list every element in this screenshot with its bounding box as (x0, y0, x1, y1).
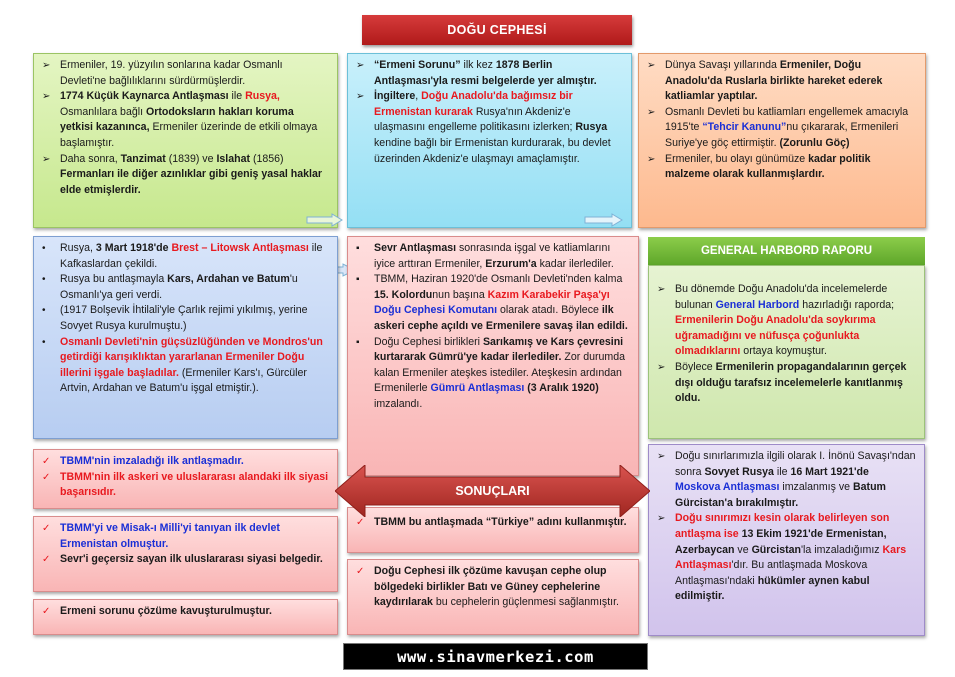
text-segment: olarak atadı. Böylece (497, 304, 602, 317)
text-segment: TBMM'nin imzaladığı ilk antlaşmadır. (60, 455, 244, 467)
bullet-icon: ➢ (42, 153, 51, 165)
list-item (40, 454, 329, 470)
bullet-icon: ➢ (647, 106, 656, 118)
text-segment: 'u Osmanlı'ya geri verdi. (60, 273, 298, 301)
text-segment: 'dır. Bu antlaşmada Moskova Antlaşması'ndaki (675, 559, 868, 587)
list-item (40, 470, 329, 501)
result-box (33, 516, 338, 592)
text-segment: Ermeni sorunu çözüme kavuşturulmuştur. (60, 605, 272, 617)
text-segment: ilk askeri cephe açıldı ve Ermenilere savaş ilan edildi. (374, 304, 628, 332)
text-segment: Doğu Cephesi Komutanı (374, 304, 498, 317)
list-item (354, 564, 630, 611)
text-segment: Ermenilerin propagandalarının gerçek dışı olduğu tarafsız incelemelerle kanıtlanmış oldu. (675, 360, 907, 405)
text-segment: ortaya koymuştur. (740, 345, 827, 358)
bullet-list (40, 58, 329, 198)
text-segment: Tanzimat (120, 152, 166, 165)
text-segment: Sarıkamış ve Kars çevresini kurtararak Gümrü'ye kadar ilerlediler. (374, 335, 624, 364)
list-item (655, 511, 916, 605)
text-segment: hükümler aynen kabul edilmiştir. (675, 574, 870, 603)
page-title: DOĞU CEPHESİ (362, 15, 632, 45)
text-segment: (1839) ve (165, 152, 217, 165)
tehcir-box (638, 53, 926, 228)
check-icon: ✓ (42, 606, 51, 617)
check-icon: ✓ (42, 554, 51, 566)
bullet-list (354, 564, 630, 611)
list-item (40, 303, 329, 334)
text-segment: ile (228, 90, 246, 103)
list-item (655, 360, 916, 407)
text-segment: 3 Mart 1918'de (95, 242, 169, 254)
list-item (40, 552, 329, 568)
result-box (33, 599, 338, 635)
text-segment: (1917 Bolşevik İhtilali'yle Çarlık rejimi yıkılmış, yerine Sovyet Rusya kurulmuştu.) (60, 304, 308, 332)
text-segment: imzalanmış ve (779, 481, 853, 494)
text-segment: Kars Antlaşması (675, 543, 907, 572)
bullet-icon: ➢ (657, 361, 666, 373)
text-segment: Islahat (216, 152, 251, 165)
text-segment: Doğu Cephesi ilk çözüme kavuşan cephe olup bölgedeki birlikler Batı ve Güney cephelerine kaydırılarak (374, 565, 607, 609)
text-segment: Ermeniler, bu olayı günümüze (665, 152, 809, 165)
bullet-icon: ➢ (657, 284, 666, 295)
bullet-list (655, 449, 916, 605)
text-segment: kadar politik malzeme olarak kullanmışlardır. (665, 152, 871, 181)
text-segment: Kars, Ardahan ve Batum (167, 273, 290, 286)
list-item (354, 89, 623, 167)
bullet-icon: ▪ (356, 336, 360, 348)
text-segment: Bu dönemde Doğu Anadolu'da incelemelerde bulunan (675, 283, 888, 311)
bullet-icon: ➢ (657, 513, 666, 525)
list-item (354, 58, 623, 89)
list-item (645, 152, 917, 183)
list-item (40, 89, 329, 151)
text-segment: Ermeniler, Doğu Anadolu'da Ruslarla birlikte hareket ederek katliamlar yaptılar. (665, 59, 883, 103)
text-segment: Rusya (575, 121, 608, 134)
text-segment: 1774 Küçük Kaynarca Antlaşması (60, 90, 229, 103)
text-segment: nu çıkararak, Ermenileri Suriye'ye göç ettirmiştir. (665, 121, 899, 149)
text-segment: hazırladığı raporda; (799, 298, 895, 311)
text-segment: (Zorunlu Göç) (779, 136, 850, 149)
sonuclari-label: SONUÇLARI (455, 484, 530, 498)
text-segment: Rusya, (245, 90, 280, 103)
text-segment: Zor durumda kalan Ermeniler ateşkes istediler. Ateşkesin ardından Ermenilerle (374, 351, 626, 395)
text-segment: Moskova Antlaşması (675, 481, 780, 494)
text-segment: Doğu sınırımızı kesin olarak belirleyen son antlaşma ise (675, 512, 890, 540)
bullet-list (354, 241, 630, 413)
brest-litowsk-box (33, 236, 338, 439)
ermeni-sorunu-box (347, 53, 632, 228)
text-segment: Ermenilerin Doğu Anadolu'da soykırıma uğramadığını ve nüfusça çoğunlukta olmadıklarını (675, 314, 876, 358)
text-segment: imzalandı. (374, 397, 423, 410)
bullet-icon: ▪ (356, 243, 360, 254)
text-segment: TBMM bu antlaşmada “Türkiye” adını kullanmıştır. (374, 516, 627, 528)
text-segment: Ermeniler üzerinde de etkili olmaya başlamıştır. (60, 121, 318, 149)
text-segment: ilk kez (460, 59, 496, 71)
list-item (354, 241, 630, 272)
text-segment: ile Kafkaslardan çekildi. (60, 242, 323, 270)
text-segment: TBMM'nin ilk askeri ve uluslararası alandaki ilk siyasi başarısıdır. (60, 470, 329, 499)
text-segment: Daha sonra, (60, 152, 121, 165)
text-segment: 1878 Berlin Antlaşması'yla resmi belgelerde yer almıştır. (374, 59, 597, 87)
bullet-list (40, 241, 329, 397)
list-item (40, 152, 329, 199)
bullet-icon: • (42, 274, 46, 286)
moskova-kars-box (648, 444, 925, 636)
text-segment: Rusya, (60, 242, 96, 254)
text-segment: 16 Mart 1921'de (790, 465, 869, 478)
check-icon: ✓ (356, 517, 365, 528)
text-segment: , (415, 90, 422, 103)
bullet-icon: ➢ (647, 153, 656, 165)
text-segment: “Tehcir Kanunu” (702, 121, 787, 134)
bullet-list (40, 454, 329, 501)
text-segment: “Ermeni Sorunu” (374, 59, 461, 71)
text-segment: 'la imzaladığımız (801, 543, 883, 556)
bullet-icon: • (42, 336, 46, 348)
check-icon: ✓ (356, 566, 365, 577)
list-item (40, 521, 329, 552)
text-segment: kendine bağlı bir Ermenistan kurdurarak, bu devlet üzerinden Akdeniz'e ulaşmayı amaçlamıştır. (374, 136, 611, 165)
connector-arrow-icon (584, 213, 624, 227)
bullet-icon: ➢ (356, 60, 365, 71)
text-segment: Doğu Cephesi birlikleri (374, 335, 483, 348)
text-segment: Doğu Anadolu'da bağımsız bir Ermenistan kurarak (374, 90, 573, 118)
text-segment: Kazım Karabekir Paşa'yı (487, 288, 610, 301)
text-segment: Osmanlı Devleti bu katliamları engellemek amacıyla 1915'te (665, 105, 909, 134)
text-segment: 15. Kolordu (374, 288, 433, 301)
list-item (40, 58, 329, 89)
text-segment: Doğu sınırlarımızla ilgili olarak I. İnönü Savaşı'ndan sonra (675, 450, 916, 478)
bullet-list (354, 515, 630, 531)
text-segment: Sevr'i geçersiz sayan ilk uluslararası siyasi belgedir. (60, 553, 323, 566)
kazim-karabekir-box (347, 236, 639, 476)
text-segment: Brest – Litowsk Antlaşması (171, 242, 309, 254)
bullet-list (354, 58, 623, 167)
list-item (40, 604, 329, 620)
bullet-icon: ➢ (42, 91, 51, 103)
list-item (655, 449, 916, 511)
text-segment: (3 Aralık 1920) (527, 382, 599, 395)
text-segment: 13 Ekim 1921'de Ermenistan, Azerbaycan (675, 527, 887, 556)
list-item (40, 335, 329, 397)
list-item (40, 241, 329, 272)
bullet-icon: • (42, 305, 46, 317)
result-box (33, 449, 338, 509)
text-segment: nun başına (432, 288, 488, 301)
bullet-icon: ➢ (356, 91, 365, 103)
bullet-list (645, 58, 917, 183)
list-item (655, 282, 916, 360)
bullet-icon: ➢ (647, 60, 656, 71)
text-segment: İngiltere (374, 90, 416, 103)
text-segment: sonrasında işgal ve katliamlarını iyice arttıran Ermeniler, (374, 242, 611, 270)
text-segment: TBMM'yi ve Misak-ı Milli'yi tanıyan ilk devlet Ermenistan olmuştur. (60, 522, 280, 550)
text-segment: Dünya Savaşı yıllarında (665, 59, 780, 71)
text-segment: (1856) (250, 152, 284, 165)
list-item (40, 272, 329, 303)
bullet-list (655, 282, 916, 407)
text-segment: Gürcistan (751, 543, 802, 556)
bullet-icon: • (42, 243, 46, 254)
text-segment: Böylece (675, 360, 716, 373)
list-item (354, 335, 630, 413)
text-segment: ve (734, 543, 752, 556)
text-segment: ile (773, 465, 791, 478)
bullet-icon: ➢ (42, 60, 51, 71)
text-segment: TBMM, Haziran 1920'de Osmanlı Devleti'nden kalma (374, 273, 623, 286)
list-item (354, 515, 630, 531)
text-segment: Gümrü Antlaşması (430, 382, 525, 395)
text-segment: bu cephelerin güçlenmesi sağlanmıştır. (432, 596, 619, 609)
harbord-box (648, 265, 925, 439)
list-item (645, 105, 917, 152)
bullet-list (40, 521, 329, 568)
text-segment: Batum Gürcistan'a bırakılmıştır. (675, 481, 886, 509)
text-segment: (Ermeniler Kars'ı, Gürcüler Artvin, Ardahan ve Batum'u işgal etmiştir.). (60, 366, 307, 395)
sonuclari-banner (335, 465, 650, 517)
check-icon: ✓ (42, 471, 51, 483)
text-segment: Ermeniler, 19. yüzyılın sonlarına kadar Osmanlı Devleti'ne bağlılıklarını sürdürmüşlerdir. (60, 59, 283, 87)
list-item (354, 272, 630, 334)
text-segment: Osmanlılara bağlı (60, 105, 146, 118)
bullet-icon: ➢ (657, 451, 666, 462)
result-box (347, 559, 639, 635)
connector-arrow-icon (306, 213, 344, 227)
harbord-heading: GENERAL HARBORD RAPORU (648, 237, 925, 265)
text-segment: Rusya'nın Akdeniz'e ulaşmasını engelleme politikasını izlerken; (374, 105, 576, 134)
intro-box (33, 53, 338, 228)
text-segment: Rusya bu antlaşmayla (60, 273, 168, 286)
bullet-icon: ▪ (356, 274, 360, 286)
text-segment: Erzurum'a (485, 257, 537, 270)
text-segment: Sevr Antlaşması (374, 242, 457, 254)
text-segment: kadar ilerlediler. (536, 257, 614, 270)
text-segment: Osmanlı Devleti'nin güçsüzlüğünden ve Mondros'un getirdiği karışıklıktan yararlanan Ermeniler Doğu illerini işgale başladılar. (60, 335, 323, 379)
list-item (645, 58, 917, 105)
check-icon: ✓ (42, 523, 51, 534)
text-segment: Sovyet Rusya (704, 465, 774, 478)
check-icon: ✓ (42, 456, 51, 467)
website-footer[interactable]: www.sinavmerkezi.com (343, 643, 648, 670)
text-segment: Fermanları ile diğer azınlıklar gibi geniş yasal haklar elde etmişlerdir. (60, 168, 323, 196)
text-segment: Ortodoksların hakları koruma yetkisi kazanınca, (60, 105, 294, 134)
text-segment: General Harbord (715, 298, 800, 311)
bullet-list (40, 604, 329, 620)
